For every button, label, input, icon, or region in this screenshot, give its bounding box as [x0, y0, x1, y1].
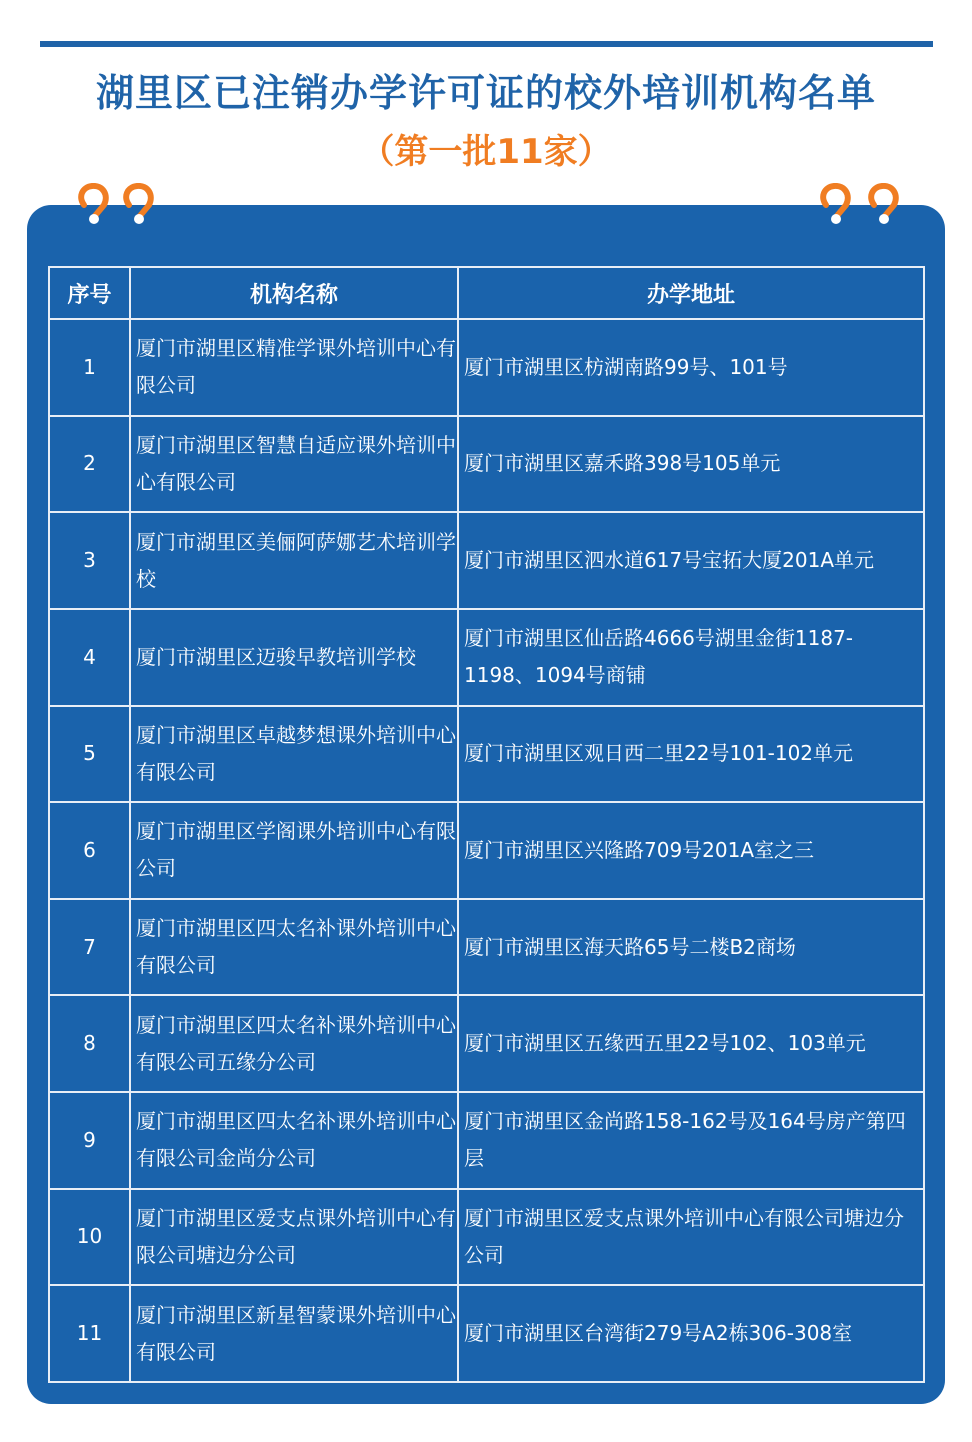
institution-address: 厦门市湖里区枋湖南路99号、101号 — [458, 319, 924, 416]
table-row — [49, 1285, 924, 1382]
institution-address: 厦门市湖里区金尚路158-162号及164号房产第四层 — [458, 1092, 924, 1189]
table-row — [49, 609, 924, 706]
institution-address: 厦门市湖里区海天路65号二楼B2商场 — [458, 899, 924, 996]
row-number: 6 — [49, 802, 130, 899]
row-number: 4 — [49, 609, 130, 706]
institution-address: 厦门市湖里区泗水道617号宝拓大厦201A单元 — [458, 512, 924, 609]
institution-table — [48, 266, 925, 1383]
institution-name: 厦门市湖里区卓越梦想课外培训中心有限公司 — [130, 706, 458, 803]
institution-name: 厦门市湖里区精准学课外培训中心有限公司 — [130, 319, 458, 416]
table-row — [49, 802, 924, 899]
header-name: 机构名称 — [130, 267, 458, 319]
institution-address: 厦门市湖里区兴隆路709号201A室之三 — [458, 802, 924, 899]
row-number: 11 — [49, 1285, 130, 1382]
table-row — [49, 1189, 924, 1286]
table-row — [49, 706, 924, 803]
institution-name: 厦门市湖里区四太名补课外培训中心有限公司 — [130, 899, 458, 996]
binder-ring-icon — [818, 183, 854, 227]
row-number: 5 — [49, 706, 130, 803]
institution-address: 厦门市湖里区爱支点课外培训中心有限公司塘边分公司 — [458, 1189, 924, 1286]
institution-address: 厦门市湖里区仙岳路4666号湖里金街1187-1198、1094号商铺 — [458, 609, 924, 706]
table-row — [49, 512, 924, 609]
page-title: 湖里区已注销办学许可证的校外培训机构名单 — [95, 71, 876, 115]
institution-name: 厦门市湖里区学阁课外培训中心有限公司 — [130, 802, 458, 899]
institution-address: 厦门市湖里区观日西二里22号101-102单元 — [458, 706, 924, 803]
row-number: 2 — [49, 416, 130, 513]
institution-name: 厦门市湖里区新星智蒙课外培训中心有限公司 — [130, 1285, 458, 1382]
institution-address: 厦门市湖里区嘉禾路398号105单元 — [458, 416, 924, 513]
row-number: 8 — [49, 995, 130, 1092]
row-number: 9 — [49, 1092, 130, 1189]
binder-ring-icon — [121, 183, 157, 227]
binder-ring-icon — [76, 183, 112, 227]
row-number: 3 — [49, 512, 130, 609]
table-row — [49, 995, 924, 1092]
institution-address: 厦门市湖里区台湾街279号A2栋306-308室 — [458, 1285, 924, 1382]
top-rule — [40, 41, 933, 47]
institution-address: 厦门市湖里区五缘西五里22号102、103单元 — [458, 995, 924, 1092]
header-address: 办学地址 — [458, 267, 924, 319]
institution-name: 厦门市湖里区四太名补课外培训中心有限公司五缘分公司 — [130, 995, 458, 1092]
page-subtitle: （第一批11家） — [360, 132, 612, 172]
table-row — [49, 319, 924, 416]
institution-name: 厦门市湖里区迈骏早教培训学校 — [130, 609, 458, 706]
institution-name: 厦门市湖里区智慧自适应课外培训中心有限公司 — [130, 416, 458, 513]
binder-ring-icon — [866, 183, 902, 227]
row-number: 1 — [49, 319, 130, 416]
institution-name: 厦门市湖里区爱支点课外培训中心有限公司塘边分公司 — [130, 1189, 458, 1286]
header-number: 序号 — [49, 267, 130, 319]
institution-name: 厦门市湖里区美俪阿萨娜艺术培训学校 — [130, 512, 458, 609]
table-row — [49, 899, 924, 996]
table-row — [49, 416, 924, 513]
table-header-row — [49, 267, 924, 319]
table-row — [49, 1092, 924, 1189]
row-number: 7 — [49, 899, 130, 996]
institution-name: 厦门市湖里区四太名补课外培训中心有限公司金尚分公司 — [130, 1092, 458, 1189]
row-number: 10 — [49, 1189, 130, 1286]
